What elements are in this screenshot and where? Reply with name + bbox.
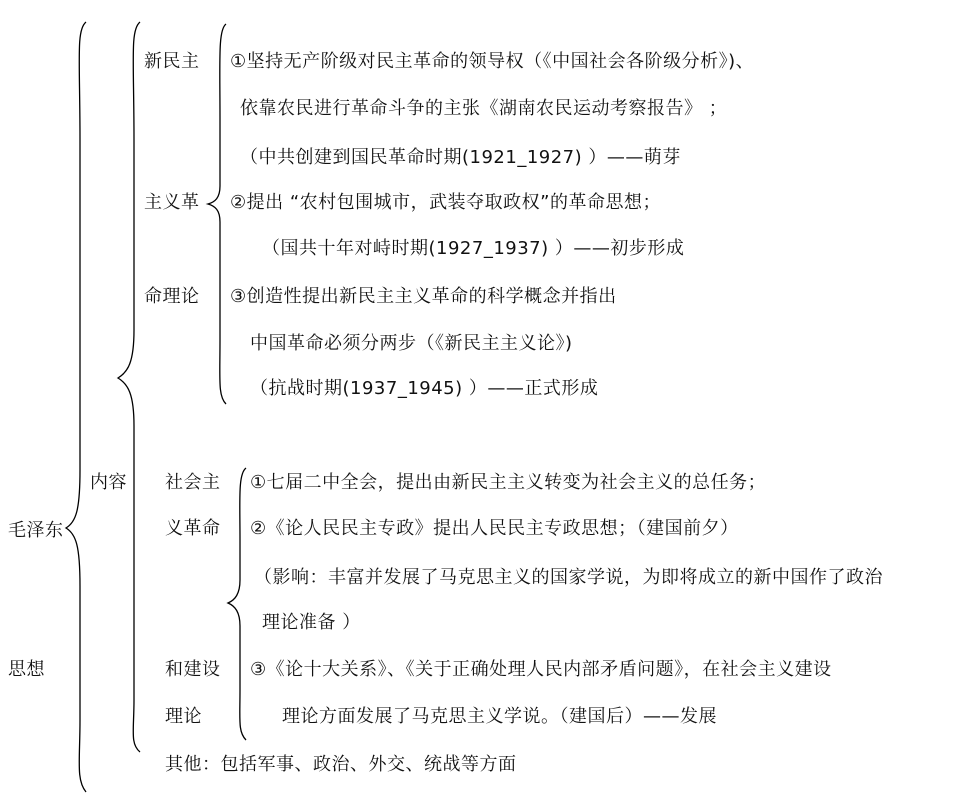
ndr-item-1: ①坚持无产阶级对民主革命的领导权（《中国社会各阶级分析》)、 (230, 51, 755, 72)
root-label-line2: 思想 (8, 659, 45, 680)
socialist-item-1: ①七届二中全会，提出由新民主主义转变为社会主义的总任务； (250, 472, 767, 493)
ndr-item-2: ②提出 “农村包围城市，武装夺取政权”的革命思想； (230, 192, 662, 213)
ndr-item-3-period: （抗战时期(1937_1945) ）——正式形成 (250, 378, 599, 399)
other-note: 其他：包括军事、政治、外交、统战等方面 (165, 754, 517, 775)
ndr-item-3: ③创造性提出新民主主义革命的科学概念并指出 (230, 286, 617, 307)
ndr-item-1-cont: 依靠农民进行革命斗争的主张《湖南农民运动考察报告》 ； (240, 98, 728, 119)
socialist-item-3: ③《论十大关系》、《关于正确处理人民内部矛盾问题》，在社会主义建设 (250, 659, 832, 680)
ndr-label-line2: 主义革 (144, 192, 200, 213)
socialist-label-line1: 社会主 (165, 472, 221, 493)
ndr-label-line3: 命理论 (144, 286, 200, 307)
socialist-brace (228, 468, 246, 740)
socialist-item-3-cont: 理论方面发展了马克思主义学说。（建国后）——发展 (282, 706, 717, 727)
socialist-item-2-impact-cont: 理论准备 ） (262, 612, 361, 633)
content-label: 内容 (90, 472, 127, 493)
ndr-item-3-cont: 中国革命必须分两步（《新民主主义论》) (250, 333, 573, 354)
root-label-line1: 毛泽东 (8, 520, 64, 541)
socialist-item-2: ②《论人民民主专政》提出人民民主专政思想；（建国前夕） (250, 518, 739, 539)
socialist-item-2-impact: （影响：丰富并发展了马克思主义的国家学说，为即将成立的新中国作了政治 (254, 567, 883, 588)
ndr-item-1-period: （中共创建到国民革命时期(1921_1927) ）——萌芽 (240, 147, 681, 168)
socialist-label-line2: 义革命 (165, 518, 221, 539)
content-brace (118, 22, 140, 752)
ndr-brace (208, 24, 226, 404)
root-brace (66, 22, 86, 792)
socialist-label-line3: 和建设 (165, 659, 221, 680)
socialist-label-line4: 理论 (165, 706, 202, 727)
ndr-item-2-period: （国共十年对峙时期(1927_1937) ）——初步形成 (262, 238, 685, 259)
ndr-label-line1: 新民主 (144, 51, 200, 72)
